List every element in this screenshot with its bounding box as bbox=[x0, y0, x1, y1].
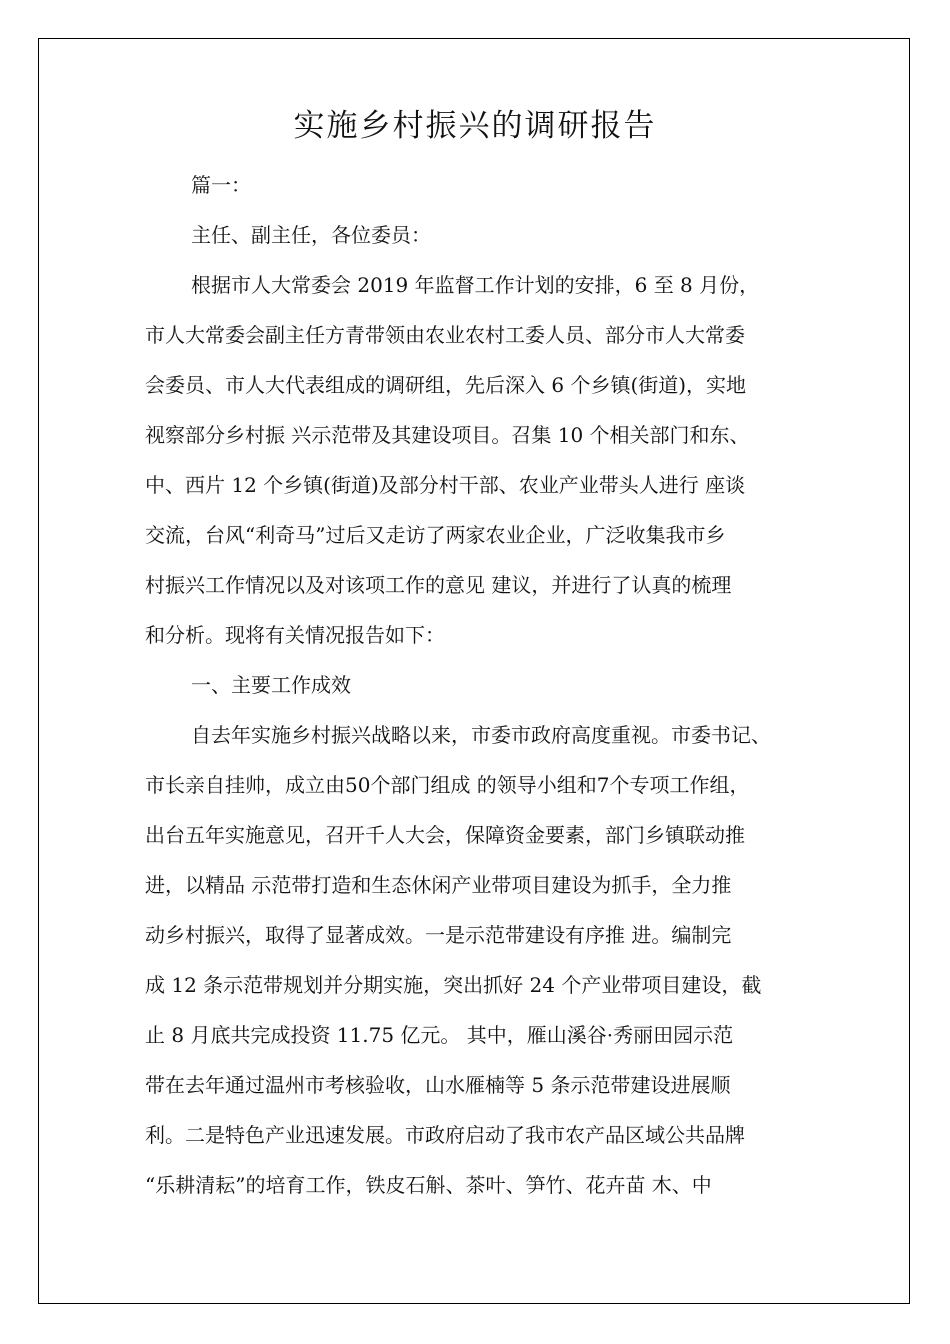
paragraph-1-line: 村振兴工作情况以及对该项工作的意见 建议，并进行了认真的梳理 bbox=[145, 573, 732, 597]
paragraph-1-line: 和分析。现将有关情况报告如下： bbox=[145, 623, 445, 647]
paragraph-2-line: 带在去年通过温州市考核验收，山水雁楠等 5 条示范带建设进展顺 bbox=[145, 1073, 731, 1097]
paragraph-1-line: 视察部分乡村振 兴示范带及其建设项目。召集 10 个相关部门和东、 bbox=[145, 423, 750, 447]
paragraph-2-line: 进，以精品 示范带打造和生态休闲产业带项目建设为抓手，全力推 bbox=[145, 873, 732, 897]
paragraph-1-line: 会委员、市人大代表组成的调研组，先后深入 6 个乡镇(街道)，实地 bbox=[145, 373, 747, 397]
paragraph-2-line: 市长亲自挂帅，成立由50个部门组成 的领导小组和7个专项工作组， bbox=[145, 773, 750, 797]
paragraph-2-line: 止 8 月底共完成投资 11.75 亿元。 其中，雁山溪谷·秀丽田园示范 bbox=[145, 1023, 734, 1047]
salutation: 主任、副主任，各位委员： bbox=[191, 223, 431, 247]
section-label: 篇一： bbox=[191, 173, 251, 197]
paragraph-1-line: 根据市人大常委会 2019 年监督工作计划的安排，6 至 8 月份， bbox=[191, 273, 760, 297]
paragraph-2-line: 利。二是特色产业迅速发展。市政府启动了我市农产品区域公共品牌 bbox=[145, 1123, 745, 1147]
paragraph-1-line: 中、西片 12 个乡镇(街道)及部分村干部、农业产业带头人进行 座谈 bbox=[145, 473, 746, 497]
paragraph-2-line: “乐耕清耘”的培育工作，铁皮石斛、茶叶、笋竹、花卉苗 木、中 bbox=[145, 1173, 712, 1197]
paragraph-2-line: 出台五年实施意见，召开千人大会，保障资金要素，部门乡镇联动推 bbox=[145, 823, 745, 847]
paragraph-2-line: 成 12 条示范带规划并分期实施，突出抓好 24 个产业带项目建设，截 bbox=[145, 973, 762, 997]
paragraph-1-line: 市人大常委会副主任方青带领由农业农村工委人员、部分市人大常委 bbox=[145, 323, 745, 347]
paragraph-1-line: 交流，台风“利奇马”过后又走访了两家农业企业，广泛收集我市乡 bbox=[145, 523, 726, 547]
paragraph-2-line: 动乡村振兴，取得了显著成效。一是示范带建设有序推 进。编制完 bbox=[145, 923, 732, 947]
paragraph-2-line: 自去年实施乡村振兴战略以来，市委市政府高度重视。市委书记、 bbox=[191, 723, 771, 747]
document-title: 实施乡村振兴的调研报告 bbox=[293, 108, 657, 144]
section-heading: 一、主要工作成效 bbox=[191, 673, 351, 697]
